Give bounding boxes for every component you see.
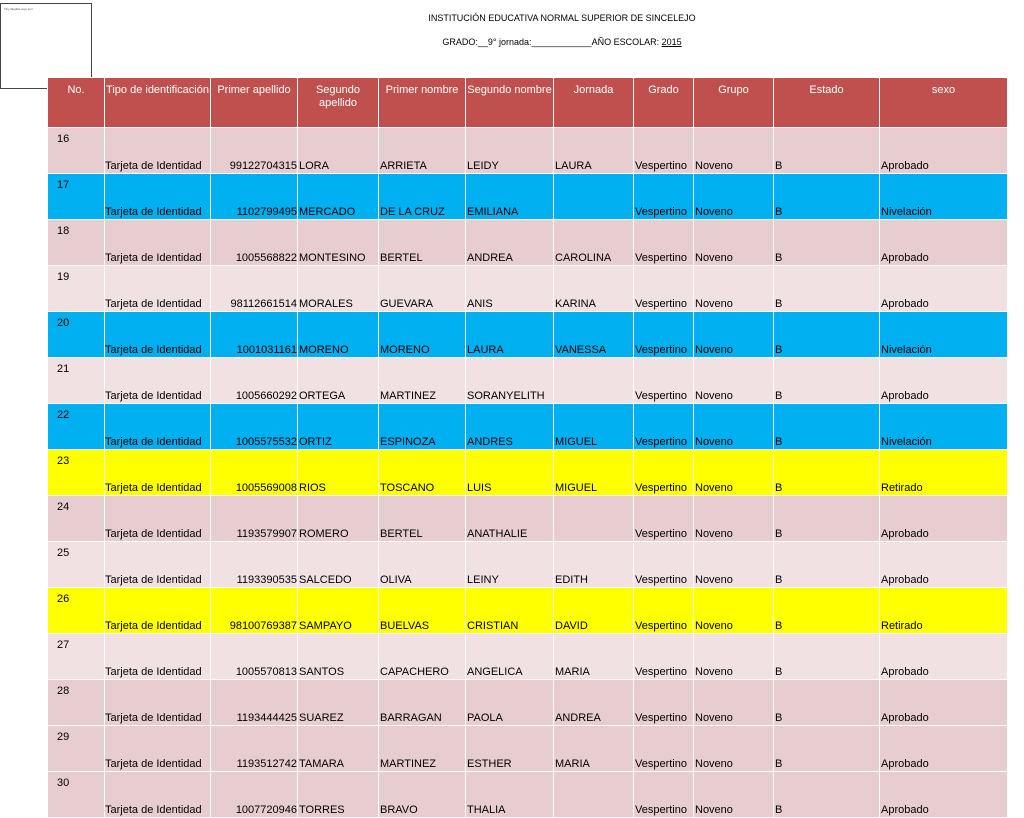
jornada-cell: Vespertino <box>634 220 694 266</box>
second-surname-cell: CAPACHERO <box>379 634 466 680</box>
first-surname-cell: SANTOS <box>298 634 379 680</box>
table-row <box>48 496 1008 542</box>
estado-cell: Aprobado <box>880 266 1008 312</box>
id-type-cell: Tarjeta de Identidad <box>105 772 211 818</box>
second-surname-cell: MARTINEZ <box>379 358 466 404</box>
estado-cell: Nivelación <box>880 312 1008 358</box>
id-type-cell: Tarjeta de Identidad <box>105 128 211 174</box>
first-name-cell: PAOLA <box>466 680 554 726</box>
first-surname-cell: MERCADO <box>298 174 379 220</box>
id-type-cell: Tarjeta de Identidad <box>105 588 211 634</box>
id-number-cell: 1102799495 <box>211 174 298 220</box>
id-number-cell: 1193512742 <box>211 726 298 772</box>
second-surname-cell: BERTEL <box>379 496 466 542</box>
grado-cell: Noveno <box>694 726 774 772</box>
row-number: 29 <box>48 726 105 772</box>
grado-cell: Noveno <box>694 588 774 634</box>
second-surname-cell: BUELVAS <box>379 588 466 634</box>
institution-title: INSTITUCIÓN EDUCATIVA NORMAL SUPERIOR DE SINCELEJO <box>428 13 696 23</box>
id-number-cell: 98100769387 <box>211 588 298 634</box>
first-name-cell: SORANYELITH <box>466 358 554 404</box>
second-name-cell <box>554 174 634 220</box>
first-surname-cell: TORRES <box>298 772 379 818</box>
second-name-cell: LAURA <box>554 128 634 174</box>
ano-label: AÑO ESCOLAR: <box>591 37 660 47</box>
row-number: 28 <box>48 680 105 726</box>
second-surname-cell: BRAVO <box>379 772 466 818</box>
table-row <box>48 772 1008 818</box>
id-number-cell: 1007720946 <box>211 772 298 818</box>
jornada-cell: Vespertino <box>634 588 694 634</box>
col-header: No. <box>48 78 105 128</box>
first-name-cell: ANDREA <box>466 220 554 266</box>
grado-label: GRADO:__9° <box>442 37 497 47</box>
table-row <box>48 266 1008 312</box>
second-surname-cell: BARRAGAN <box>379 680 466 726</box>
first-surname-cell: ROMERO <box>298 496 379 542</box>
estado-cell: Aprobado <box>880 496 1008 542</box>
id-number-cell: 1005660292 <box>211 358 298 404</box>
first-surname-cell: ORTEGA <box>298 358 379 404</box>
second-name-cell: MIGUEL <box>554 404 634 450</box>
col-header: Segundo apellido <box>298 78 379 128</box>
table-row <box>48 404 1008 450</box>
id-number-cell: 1005569008 <box>211 450 298 496</box>
row-number: 19 <box>48 266 105 312</box>
row-number: 16 <box>48 128 105 174</box>
second-name-cell: DAVID <box>554 588 634 634</box>
second-surname-cell: ESPINOZA <box>379 404 466 450</box>
grado-cell: Noveno <box>694 128 774 174</box>
grado-cell: Noveno <box>694 542 774 588</box>
grado-cell: Noveno <box>694 450 774 496</box>
grupo-cell: B <box>774 404 880 450</box>
id-number-cell: 1193444425 <box>211 680 298 726</box>
id-type-cell: Tarjeta de Identidad <box>105 358 211 404</box>
row-number: 27 <box>48 634 105 680</box>
second-name-cell: VANESSA <box>554 312 634 358</box>
grado-cell: Noveno <box>694 680 774 726</box>
table-row <box>48 634 1008 680</box>
first-surname-cell: SAMPAYO <box>298 588 379 634</box>
first-surname-cell: MORALES <box>298 266 379 312</box>
id-type-cell: Tarjeta de Identidad <box>105 680 211 726</box>
jornada-label: jornada:____________ <box>498 37 592 47</box>
row-number: 18 <box>48 220 105 266</box>
first-name-cell: ANDRES <box>466 404 554 450</box>
jornada-cell: Vespertino <box>634 726 694 772</box>
second-name-cell: CAROLINA <box>554 220 634 266</box>
grado-cell: Noveno <box>694 634 774 680</box>
jornada-cell: Vespertino <box>634 680 694 726</box>
id-type-cell: Tarjeta de Identidad <box>105 312 211 358</box>
jornada-cell: Vespertino <box>634 450 694 496</box>
first-name-cell: LEIDY <box>466 128 554 174</box>
row-number: 24 <box>48 496 105 542</box>
second-surname-cell: DE LA CRUZ <box>379 174 466 220</box>
id-type-cell: Tarjeta de Identidad <box>105 634 211 680</box>
jornada-cell: Vespertino <box>634 266 694 312</box>
estado-cell: Aprobado <box>880 220 1008 266</box>
id-type-cell: Tarjeta de Identidad <box>105 266 211 312</box>
id-number-cell: 1005570813 <box>211 634 298 680</box>
table-row <box>48 542 1008 588</box>
first-name-cell: THALIA <box>466 772 554 818</box>
row-number: 25 <box>48 542 105 588</box>
jornada-cell: Vespertino <box>634 404 694 450</box>
second-name-cell: MIGUEL <box>554 450 634 496</box>
jornada-cell: Vespertino <box>634 358 694 404</box>
col-header: Grupo <box>694 78 774 128</box>
table-row <box>48 128 1008 174</box>
first-name-cell: LEINY <box>466 542 554 588</box>
jornada-cell: Vespertino <box>634 496 694 542</box>
grupo-cell: B <box>774 174 880 220</box>
table-row <box>48 358 1008 404</box>
row-number: 26 <box>48 588 105 634</box>
second-surname-cell: ARRIETA <box>379 128 466 174</box>
grado-cell: Noveno <box>694 496 774 542</box>
id-type-cell: Tarjeta de Identidad <box>105 542 211 588</box>
estado-cell: Aprobado <box>880 358 1008 404</box>
second-surname-cell: BERTEL <box>379 220 466 266</box>
col-header: Primer apellido <box>211 78 298 128</box>
jornada-cell: Vespertino <box>634 772 694 818</box>
grupo-cell: B <box>774 772 880 818</box>
grado-cell: Noveno <box>694 312 774 358</box>
second-name-cell <box>554 496 634 542</box>
grupo-cell: B <box>774 220 880 266</box>
second-surname-cell: OLIVA <box>379 542 466 588</box>
second-name-cell <box>554 358 634 404</box>
second-name-cell: KARINA <box>554 266 634 312</box>
second-name-cell: MARIA <box>554 634 634 680</box>
row-number: 20 <box>48 312 105 358</box>
grupo-cell: B <box>774 358 880 404</box>
row-number: 23 <box>48 450 105 496</box>
row-number: 17 <box>48 174 105 220</box>
id-type-cell: Tarjeta de Identidad <box>105 450 211 496</box>
estado-cell: Nivelación <box>880 174 1008 220</box>
col-header: Estado <box>774 78 880 128</box>
first-surname-cell: MORENO <box>298 312 379 358</box>
grado-cell: Noveno <box>694 174 774 220</box>
estado-cell: Retirado <box>880 588 1008 634</box>
grupo-cell: B <box>774 496 880 542</box>
jornada-cell: Vespertino <box>634 128 694 174</box>
estado-cell: Aprobado <box>880 772 1008 818</box>
id-type-cell: Tarjeta de Identidad <box>105 496 211 542</box>
first-name-cell: ANATHALIE <box>466 496 554 542</box>
second-name-cell: EDITH <box>554 542 634 588</box>
second-surname-cell: GUEVARA <box>379 266 466 312</box>
col-header: Grado <box>634 78 694 128</box>
grupo-cell: B <box>774 450 880 496</box>
table-row <box>48 312 1008 358</box>
table-row <box>48 220 1008 266</box>
col-header: Jornada <box>554 78 634 128</box>
first-name-cell: ANGELICA <box>466 634 554 680</box>
first-name-cell: LAURA <box>466 312 554 358</box>
col-header: sexo <box>880 78 1008 128</box>
table-row <box>48 588 1008 634</box>
first-surname-cell: RIOS <box>298 450 379 496</box>
table-row <box>48 450 1008 496</box>
id-number-cell: 1001031161 <box>211 312 298 358</box>
estado-cell: Aprobado <box>880 726 1008 772</box>
grado-cell: Noveno <box>694 404 774 450</box>
id-number-cell: 99122704315 <box>211 128 298 174</box>
jornada-cell: Vespertino <box>634 542 694 588</box>
first-surname-cell: ORTIZ <box>298 404 379 450</box>
id-number-cell: 1005568822 <box>211 220 298 266</box>
estado-cell: Aprobado <box>880 634 1008 680</box>
table-row <box>48 174 1008 220</box>
estado-cell: Retirado <box>880 450 1008 496</box>
estado-cell: Aprobado <box>880 128 1008 174</box>
second-name-cell: MARIA <box>554 726 634 772</box>
first-surname-cell: MONTESINO <box>298 220 379 266</box>
grupo-cell: B <box>774 588 880 634</box>
second-name-cell <box>554 772 634 818</box>
first-name-cell: CRISTIAN <box>466 588 554 634</box>
id-type-cell: Tarjeta de Identidad <box>105 174 211 220</box>
first-name-cell: ANIS <box>466 266 554 312</box>
grupo-cell: B <box>774 266 880 312</box>
first-name-cell: EMILIANA <box>466 174 554 220</box>
first-surname-cell: LORA <box>298 128 379 174</box>
row-number: 22 <box>48 404 105 450</box>
col-header: Segundo nombre <box>466 78 554 128</box>
first-surname-cell: SUAREZ <box>298 680 379 726</box>
logo-text: Tiny illegible logo text <box>4 7 33 11</box>
id-number-cell: 1193579907 <box>211 496 298 542</box>
id-type-cell: Tarjeta de Identidad <box>105 726 211 772</box>
jornada-cell: Vespertino <box>634 174 694 220</box>
grupo-cell: B <box>774 542 880 588</box>
ano-value: 2015 <box>661 37 682 47</box>
grupo-cell: B <box>774 312 880 358</box>
grupo-cell: B <box>774 680 880 726</box>
first-name-cell: ESTHER <box>466 726 554 772</box>
id-number-cell: 1005575532 <box>211 404 298 450</box>
second-name-cell: ANDREA <box>554 680 634 726</box>
students-table <box>47 77 1008 818</box>
second-surname-cell: MARTINEZ <box>379 726 466 772</box>
table-row <box>48 680 1008 726</box>
table-row <box>48 726 1008 772</box>
grade-line <box>0 37 1024 47</box>
header-row <box>48 78 1008 128</box>
grado-cell: Noveno <box>694 266 774 312</box>
first-surname-cell: SALCEDO <box>298 542 379 588</box>
id-type-cell: Tarjeta de Identidad <box>105 404 211 450</box>
estado-cell: Aprobado <box>880 680 1008 726</box>
col-header: Tipo de identificación <box>105 78 211 128</box>
estado-cell: Nivelación <box>880 404 1008 450</box>
grupo-cell: B <box>774 726 880 772</box>
jornada-cell: Vespertino <box>634 312 694 358</box>
jornada-cell: Vespertino <box>634 634 694 680</box>
grado-cell: Noveno <box>694 772 774 818</box>
id-number-cell: 1193390535 <box>211 542 298 588</box>
id-type-cell: Tarjeta de Identidad <box>105 220 211 266</box>
second-surname-cell: MORENO <box>379 312 466 358</box>
first-name-cell: LUIS <box>466 450 554 496</box>
id-number-cell: 98112661514 <box>211 266 298 312</box>
estado-cell: Aprobado <box>880 542 1008 588</box>
second-surname-cell: TOSCANO <box>379 450 466 496</box>
grado-cell: Noveno <box>694 358 774 404</box>
first-surname-cell: TAMARA <box>298 726 379 772</box>
grupo-cell: B <box>774 128 880 174</box>
grado-cell: Noveno <box>694 220 774 266</box>
row-number: 21 <box>48 358 105 404</box>
grupo-cell: B <box>774 634 880 680</box>
col-header: Primer nombre <box>379 78 466 128</box>
row-number: 30 <box>48 772 105 818</box>
